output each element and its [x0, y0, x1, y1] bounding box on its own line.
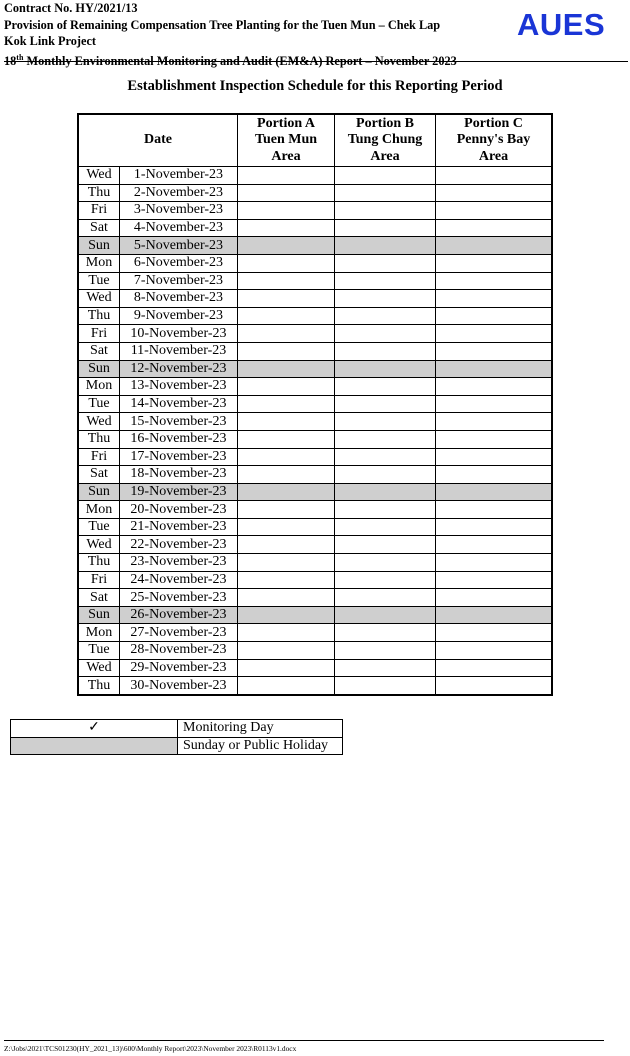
portion-b-cell [335, 307, 436, 325]
portion-a-cell [238, 184, 335, 202]
date-cell: 26-November-23 [120, 606, 238, 624]
date-cell: 29-November-23 [120, 659, 238, 677]
portion-a-cell [238, 466, 335, 484]
table-row [78, 606, 552, 624]
portion-b-cell [335, 606, 436, 624]
table-row [78, 624, 552, 642]
table-row [78, 307, 552, 325]
portion-a-cell [238, 554, 335, 572]
portion-c-cell [436, 237, 553, 255]
header-portion-b-line3: Area [370, 148, 400, 164]
portion-b-cell [335, 624, 436, 642]
header-portion-a-line2: Tuen Mun [254, 132, 318, 148]
date-cell: 2-November-23 [120, 184, 238, 202]
table-row [78, 483, 552, 501]
header-portion-b-line2: Tung Chung [347, 132, 423, 148]
sunday-swatch [11, 737, 178, 755]
table-row [78, 290, 552, 308]
table-row [78, 554, 552, 572]
date-cell: 22-November-23 [120, 536, 238, 554]
day-cell: Fri [78, 325, 120, 343]
report-number: 18 [4, 53, 17, 68]
day-cell: Sat [78, 466, 120, 484]
date-cell: 12-November-23 [120, 360, 238, 378]
day-cell: Tue [78, 395, 120, 413]
day-cell: Tue [78, 518, 120, 536]
portion-b-cell [335, 413, 436, 431]
day-cell: Thu [78, 184, 120, 202]
portion-c-cell [436, 184, 553, 202]
portion-a-cell [238, 342, 335, 360]
day-cell: Mon [78, 378, 120, 396]
date-cell: 6-November-23 [120, 254, 238, 272]
report-title [4, 50, 628, 70]
portion-b-cell [335, 342, 436, 360]
portion-a-cell [238, 571, 335, 589]
report-title-rest: Monthly Environmental Monitoring and Audit (EM&A) Report – November 2023 [23, 53, 457, 68]
portion-b-cell [335, 589, 436, 607]
contract-number: Contract No. HY/2021/13 [4, 1, 138, 15]
portion-a-cell [238, 589, 335, 607]
day-cell: Fri [78, 202, 120, 220]
portion-c-cell [436, 254, 553, 272]
day-cell: Sat [78, 219, 120, 237]
date-cell: 9-November-23 [120, 307, 238, 325]
table-row [78, 395, 552, 413]
day-cell: Wed [78, 290, 120, 308]
portion-c-cell [436, 307, 553, 325]
portion-c-cell [436, 466, 553, 484]
portion-b-cell [335, 536, 436, 554]
date-cell: 23-November-23 [120, 554, 238, 572]
portion-c-cell [436, 483, 553, 501]
portion-a-cell [238, 518, 335, 536]
portion-c-cell [436, 325, 553, 343]
legend-sunday-label: Sunday or Public Holiday [178, 737, 343, 755]
portion-b-cell [335, 571, 436, 589]
portion-a-cell [238, 659, 335, 677]
day-cell: Sun [78, 606, 120, 624]
portion-a-cell [238, 413, 335, 431]
portion-c-cell [436, 430, 553, 448]
portion-c-cell [436, 518, 553, 536]
date-cell: 19-November-23 [120, 483, 238, 501]
portion-b-cell [335, 272, 436, 290]
day-cell: Sat [78, 589, 120, 607]
legend-table [10, 719, 343, 755]
portion-a-cell [238, 378, 335, 396]
day-cell: Thu [78, 677, 120, 695]
table-row [78, 659, 552, 677]
table-row [78, 571, 552, 589]
portion-a-cell [238, 483, 335, 501]
portion-b-cell [335, 430, 436, 448]
date-cell: 8-November-23 [120, 290, 238, 308]
date-cell: 4-November-23 [120, 219, 238, 237]
portion-b-cell [335, 659, 436, 677]
header-portion-a-line3: Area [271, 148, 301, 164]
portion-c-cell [436, 167, 553, 185]
portion-c-cell [436, 606, 553, 624]
date-cell: 3-November-23 [120, 202, 238, 220]
header-portion-b-line1: Portion B [356, 115, 414, 131]
table-row [78, 325, 552, 343]
portion-c-cell [436, 202, 553, 220]
portion-c-cell [436, 448, 553, 466]
date-cell: 16-November-23 [120, 430, 238, 448]
aues-logo: AUES [517, 7, 606, 42]
day-cell: Sat [78, 342, 120, 360]
portion-b-cell [335, 501, 436, 519]
portion-a-cell [238, 624, 335, 642]
portion-a-cell [238, 430, 335, 448]
day-cell: Thu [78, 430, 120, 448]
header-rule [4, 61, 628, 62]
portion-a-cell [238, 307, 335, 325]
day-cell: Wed [78, 659, 120, 677]
header-date: Date [78, 114, 238, 167]
table-row [78, 518, 552, 536]
inspection-schedule-table [77, 113, 553, 696]
day-cell: Fri [78, 448, 120, 466]
portion-b-cell [335, 483, 436, 501]
day-cell: Sun [78, 237, 120, 255]
day-cell: Wed [78, 167, 120, 185]
portion-b-cell [335, 237, 436, 255]
portion-a-cell [238, 237, 335, 255]
date-cell: 13-November-23 [120, 378, 238, 396]
date-cell: 25-November-23 [120, 589, 238, 607]
portion-b-cell [335, 378, 436, 396]
table-row [78, 448, 552, 466]
portion-b-cell [335, 395, 436, 413]
portion-c-cell [436, 659, 553, 677]
portion-a-cell [238, 395, 335, 413]
day-cell: Thu [78, 307, 120, 325]
portion-b-cell [335, 254, 436, 272]
portion-a-cell [238, 167, 335, 185]
portion-b-cell [335, 554, 436, 572]
portion-b-cell [335, 325, 436, 343]
header-portion-c-line3: Area [478, 148, 509, 164]
table-row [78, 360, 552, 378]
portion-a-cell [238, 677, 335, 695]
day-cell: Wed [78, 413, 120, 431]
table-row [78, 536, 552, 554]
portion-a-cell [238, 642, 335, 660]
portion-b-cell [335, 184, 436, 202]
date-cell: 11-November-23 [120, 342, 238, 360]
legend-monitoring-label: Monitoring Day [178, 720, 343, 738]
table-row [78, 237, 552, 255]
portion-c-cell [436, 554, 553, 572]
header-portion-a-line1: Portion A [257, 115, 315, 131]
footer-file-path: Z:\Jobs\2021\TCS01230(HY_2021_13)\600\Monthly Report\2023\November 2023\R0113v1.docx [4, 1044, 297, 1053]
portion-c-cell [436, 378, 553, 396]
portion-a-cell [238, 272, 335, 290]
date-cell: 7-November-23 [120, 272, 238, 290]
header-portion-a [238, 114, 335, 167]
portion-b-cell [335, 219, 436, 237]
date-cell: 27-November-23 [120, 624, 238, 642]
portion-c-cell [436, 589, 553, 607]
check-icon: ✓ [11, 720, 178, 738]
date-cell: 15-November-23 [120, 413, 238, 431]
table-row [78, 430, 552, 448]
portion-b-cell [335, 448, 436, 466]
date-cell: 20-November-23 [120, 501, 238, 519]
legend-row-monitoring [11, 720, 343, 738]
day-cell: Tue [78, 272, 120, 290]
date-cell: 24-November-23 [120, 571, 238, 589]
table-row [78, 342, 552, 360]
portion-c-cell [436, 272, 553, 290]
header-portion-c [436, 114, 553, 167]
portion-b-cell [335, 642, 436, 660]
portion-a-cell [238, 290, 335, 308]
portion-c-cell [436, 536, 553, 554]
table-row [78, 413, 552, 431]
day-cell: Mon [78, 501, 120, 519]
portion-c-cell [436, 624, 553, 642]
portion-c-cell [436, 395, 553, 413]
portion-b-cell [335, 677, 436, 695]
portion-a-cell [238, 360, 335, 378]
header-portion-b [335, 114, 436, 167]
report-ordinal-suffix: th [16, 52, 24, 62]
schedule-body [78, 167, 552, 695]
portion-c-cell [436, 342, 553, 360]
day-cell: Wed [78, 536, 120, 554]
portion-b-cell [335, 466, 436, 484]
day-cell: Tue [78, 642, 120, 660]
table-row [78, 219, 552, 237]
portion-c-cell [436, 290, 553, 308]
portion-a-cell [238, 606, 335, 624]
portion-c-cell [436, 413, 553, 431]
day-cell: Mon [78, 624, 120, 642]
portion-c-cell [436, 571, 553, 589]
table-row [78, 254, 552, 272]
portion-a-cell [238, 325, 335, 343]
portion-a-cell [238, 501, 335, 519]
day-cell: Mon [78, 254, 120, 272]
portion-a-cell [238, 536, 335, 554]
day-cell: Fri [78, 571, 120, 589]
portion-a-cell [238, 254, 335, 272]
portion-b-cell [335, 167, 436, 185]
table-row [78, 202, 552, 220]
project-title-line2: Kok Link Project [4, 34, 96, 48]
portion-a-cell [238, 202, 335, 220]
day-cell: Thu [78, 554, 120, 572]
date-cell: 10-November-23 [120, 325, 238, 343]
date-cell: 14-November-23 [120, 395, 238, 413]
date-cell: 30-November-23 [120, 677, 238, 695]
portion-b-cell [335, 518, 436, 536]
table-row [78, 184, 552, 202]
table-row [78, 677, 552, 695]
portion-c-cell [436, 642, 553, 660]
project-title-line1: Provision of Remaining Compensation Tree Planting for the Tuen Mun – Chek Lap [4, 17, 441, 32]
table-row [78, 378, 552, 396]
portion-b-cell [335, 290, 436, 308]
date-cell: 5-November-23 [120, 237, 238, 255]
table-row [78, 167, 552, 185]
date-cell: 21-November-23 [120, 518, 238, 536]
day-cell: Sun [78, 360, 120, 378]
schedule-title: Establishment Inspection Schedule for this Reporting Period [127, 78, 503, 94]
portion-b-cell [335, 202, 436, 220]
portion-c-cell [436, 501, 553, 519]
date-cell: 17-November-23 [120, 448, 238, 466]
portion-c-cell [436, 360, 553, 378]
header-portion-c-line2: Penny's Bay [456, 132, 531, 148]
date-cell: 18-November-23 [120, 466, 238, 484]
portion-b-cell [335, 360, 436, 378]
date-cell: 1-November-23 [120, 167, 238, 185]
portion-a-cell [238, 219, 335, 237]
table-row [78, 501, 552, 519]
table-row [78, 589, 552, 607]
table-header-row [78, 114, 552, 167]
date-cell: 28-November-23 [120, 642, 238, 660]
legend-row-sunday [11, 737, 343, 755]
day-cell: Sun [78, 483, 120, 501]
table-row [78, 466, 552, 484]
table-row [78, 642, 552, 660]
portion-a-cell [238, 448, 335, 466]
header-portion-c-line1: Portion C [464, 115, 523, 131]
table-row [78, 272, 552, 290]
footer-rule [4, 1040, 604, 1041]
portion-c-cell [436, 219, 553, 237]
portion-c-cell [436, 677, 553, 695]
